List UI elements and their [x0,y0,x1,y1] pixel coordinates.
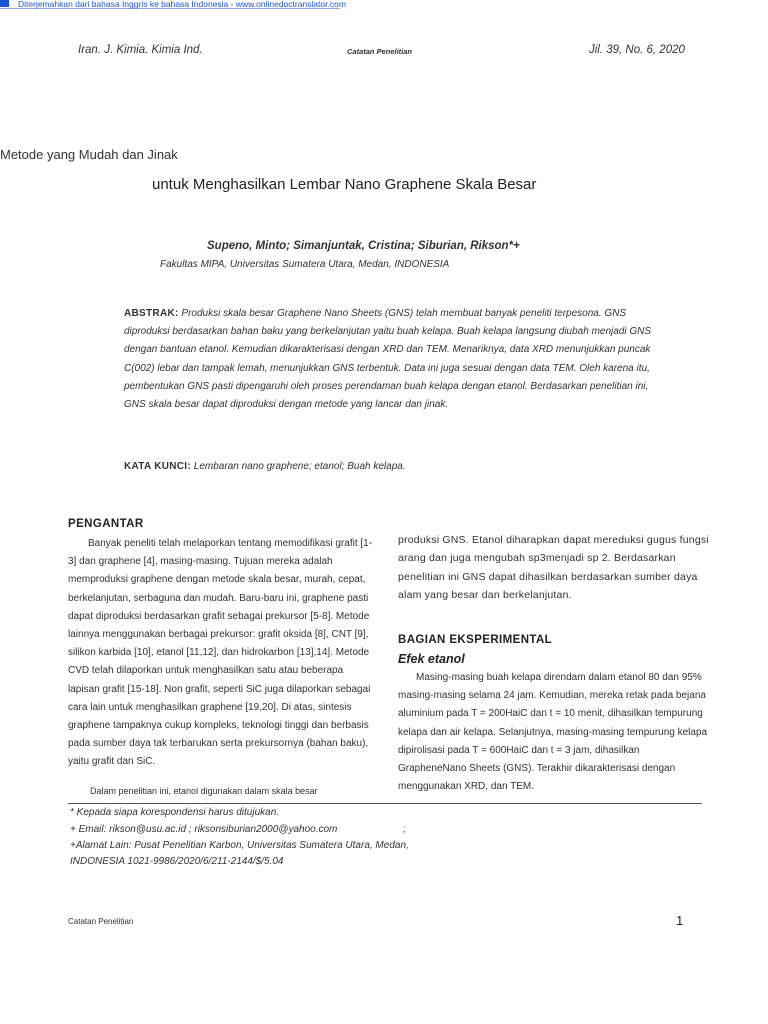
intro-continued: produksi GNS. Etanol diharapkan dapat mereduksi gugus fungsi arang dan juga mengubah sp3menjadi sp 2. Berdasarkan penelitian ini GNS dapat dihasilkan berdasarkan sumber daya alam yang besar dan berkelanjutan. [398,534,709,602]
experimental-subheading: Efek etanol [398,652,465,666]
keywords [124,461,406,472]
section-label: Catatan Penelitian [347,47,413,56]
intro-body [68,535,373,772]
experimental-paragraph: Masing-masing buah kelapa direndam dalam etanol 80 dan 95% masing-masing selama 24 jam. Kemudian, mereka retak pada bejana aluminium pada T = 200HaiC dan t = 10 menit, dihasilkan tempurung kelapa dan air kelapa. Selanjutnya, masing-masing tempurung kelapa dipirolisasi pada T = 600HaiC dan t = 3 jam, dihasilkan GrapheneNano Sheets (GNS). Terakhir dikarakterisasi dengan menggunakan XRD, dan TEM. [398,672,708,793]
intro-last-line: Dalam penelitian ini, etanol digunakan dalam skala besar [90,786,318,796]
page-number: 1 [676,913,684,928]
footnote-alt-address-1: +Alamat Lain: Pusat Penelitian Karbon, Universitas Sumatera Utara, Medan, [70,840,409,851]
footer-section-label: Catatan Penelitian [68,917,134,926]
experimental-body [398,669,710,796]
footnote-corresponding: * Kepada siapa korespondensi harus ditujukan. [70,807,280,818]
footnote-email[interactable]: + Email: rikson@usu.ac.id ; riksonsiburian2000@yahoo.com [70,824,338,835]
affiliation: Fakultas MIPA, Universitas Sumatera Utara, Medan, INDONESIA [160,259,450,270]
footnote-rule [68,803,702,804]
abstract [124,305,654,414]
footnote-alt-address-2: INDONESIA 1021-9986/2020/6/211-2144/$/5.04 [70,856,284,867]
intro-heading: PENGANTAR [68,518,144,530]
experimental-heading: BAGIAN EKSPERIMENTAL [398,634,553,646]
author-list: Supeno, Minto; Simanjuntak, Cristina; Siburian, Rikson*+ [207,240,520,252]
translator-link[interactable]: Diterjemahkan dari bahasa Inggris ke bahasa Indonesia - www.onlinedoctranslator.com [18,0,346,9]
journal-name: Iran. J. Kimia. Kimia Ind. [78,44,203,56]
abstract-label: ABSTRAK: [124,308,179,319]
footnote-email-end: ; [403,824,406,835]
abstract-text: Produksi skala besar Graphene Nano Sheets (GNS) telah membuat banyak peneliti terpesona. GNS diproduksi berdasarkan bahan baku yang berkelanjutan yaitu buah kelapa. Buah kelapa langsung diubah menjadi GNS dengan bantuan etanol. Kemudian dikarakterisasi dengan XRD dan TEM. Menariknya, data XRD menunjukkan puncak C(002) lebar dan tampak lemah, menunjukkan GNS terbentuk. Data ini juga sesuai dengan data TEM. Oleh karena itu, pembentukan GNS pasti dipengaruhi oleh proses perendaman buah kelapa dengan etanol. Berdasarkan penelitian ini, GNS skala besar dapat diproduksi dengan metode yang lancar dan jinak. [124,308,652,411]
keywords-text: Lembaran nano graphene; etanol; Buah kelapa. [193,461,406,472]
translator-marker [0,0,9,7]
title-line-2: untuk Menghasilkan Lembar Nano Graphene Skala Besar [152,176,537,193]
volume-info: Jil. 39, No. 6, 2020 [589,44,685,56]
intro-paragraph: Banyak peneliti telah melaporkan tentang memodifikasi grafit [1-3] dan graphene [4], masing-masing. Tujuan mereka adalah memproduksi graphene dengan metode skala besar, murah, cepat, berkelanjutan, serbaguna dan mudah. Baru-baru ini, graphene pasti dapat diproduksi berdasarkan grafit sebagai prekursor [5-8]. Metode lainnya menggunakan berbagai prekursor: grafit oksida [8], CNT [9], silikon karbida [10], etanol [11,12], dan hidrokarbon [13],14]. Metode CVD telah dilaporkan untuk menghasilkan satu atau beberapa lapisan grafit [15-18]. Non grafit, seperti SiC juga dilaporkan sebagai cara lain untuk menghasilkan graphene [19,20]. Di atas, sintesis graphene tampaknya cukup kompleks, teknologi tinggi dan berbasis pada sumber daya tak terbarukan serta prekursornya (bahan baku), yaitu grafit dan SiC. [68,538,373,768]
keywords-label: KATA KUNCI: [124,461,191,472]
title-line-1: Metode yang Mudah dan Jinak [0,147,178,162]
